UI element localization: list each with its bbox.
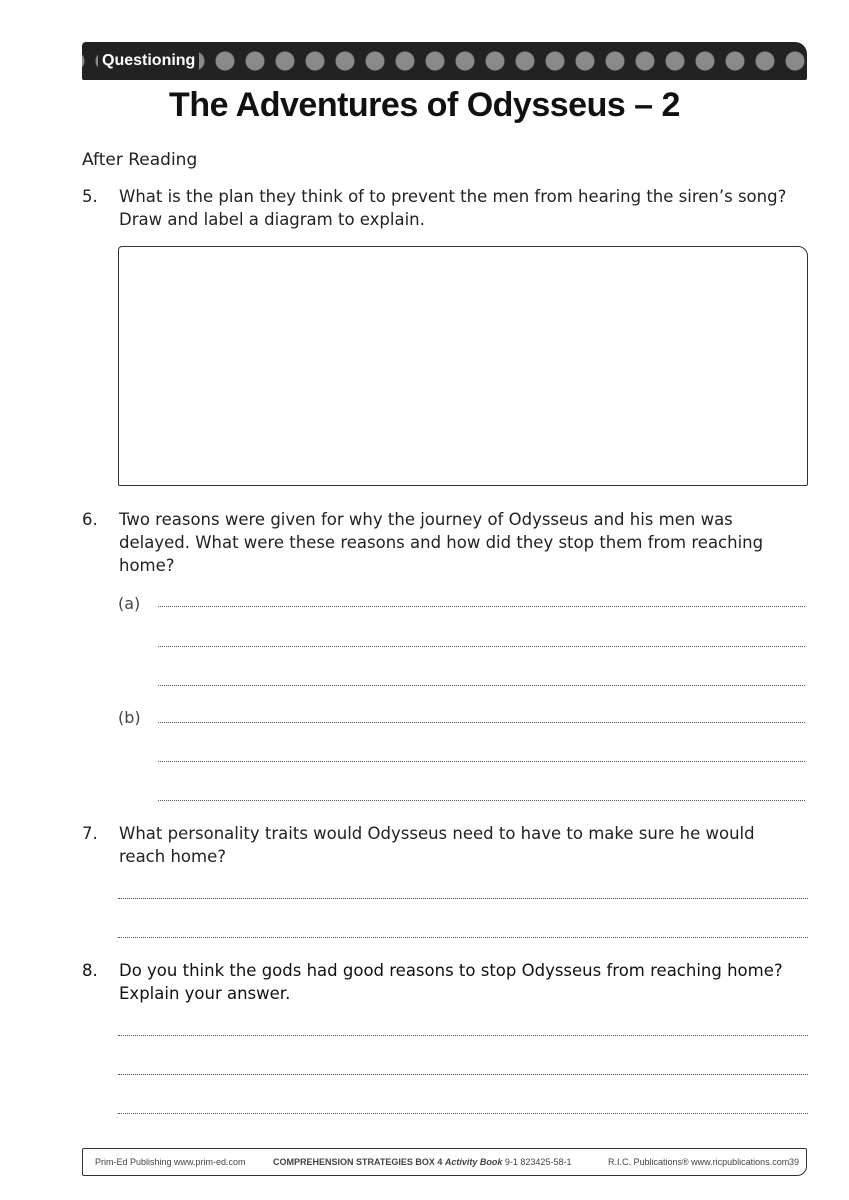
question-number: 7. bbox=[82, 824, 98, 843]
answer-line[interactable] bbox=[158, 685, 805, 686]
footer-book-title bbox=[273, 1157, 571, 1167]
answer-line[interactable] bbox=[118, 937, 808, 938]
footer-series: COMPREHENSION STRATEGIES BOX 4 bbox=[273, 1157, 443, 1167]
footer-publisher-left: Prim-Ed Publishing www.prim-ed.com bbox=[95, 1157, 246, 1167]
question-text: Do you think the gods had good reasons to stop Odysseus from reaching home? Explain your answer. bbox=[119, 961, 783, 1003]
footer-publisher-right: R.I.C. Publications® www.ricpublications.com bbox=[608, 1157, 790, 1167]
question-5 bbox=[82, 185, 802, 231]
sub-label-b: (b) bbox=[118, 708, 141, 727]
footer-isbn: 9-1 823425-58-1 bbox=[504, 1157, 572, 1167]
answer-line[interactable] bbox=[118, 1074, 808, 1075]
page-title: The Adventures of Odysseus – 2 bbox=[169, 86, 680, 124]
question-number: 8. bbox=[82, 961, 98, 980]
answer-line[interactable] bbox=[158, 761, 805, 762]
section-heading: After Reading bbox=[82, 150, 198, 170]
answer-line[interactable] bbox=[158, 646, 805, 647]
answer-line[interactable] bbox=[158, 606, 805, 607]
question-7 bbox=[82, 822, 802, 868]
diagram-answer-box[interactable] bbox=[118, 246, 808, 486]
question-number: 5. bbox=[82, 187, 98, 206]
question-text: What is the plan they think of to prevent the men from hearing the siren’s song? Draw and label a diagram to explain. bbox=[119, 187, 787, 229]
section-banner bbox=[82, 42, 807, 80]
answer-line[interactable] bbox=[158, 800, 805, 801]
question-8 bbox=[82, 959, 802, 1005]
question-text: Two reasons were given for why the journey of Odysseus and his men was delayed. What were these reasons and how did they stop them from reaching home? bbox=[119, 510, 764, 575]
answer-line[interactable] bbox=[158, 722, 805, 723]
answer-line[interactable] bbox=[118, 1113, 808, 1114]
question-text: What personality traits would Odysseus need to have to make sure he would reach home? bbox=[119, 824, 755, 866]
banner-label: Questioning bbox=[98, 51, 199, 71]
answer-line[interactable] bbox=[118, 898, 808, 899]
page-number: 39 bbox=[789, 1157, 800, 1167]
answer-line[interactable] bbox=[118, 1035, 808, 1036]
question-number: 6. bbox=[82, 510, 98, 529]
page-footer bbox=[82, 1148, 807, 1176]
footer-activity-book: Activity Book bbox=[444, 1157, 503, 1167]
question-6 bbox=[82, 508, 802, 577]
sub-label-a: (a) bbox=[118, 594, 141, 613]
